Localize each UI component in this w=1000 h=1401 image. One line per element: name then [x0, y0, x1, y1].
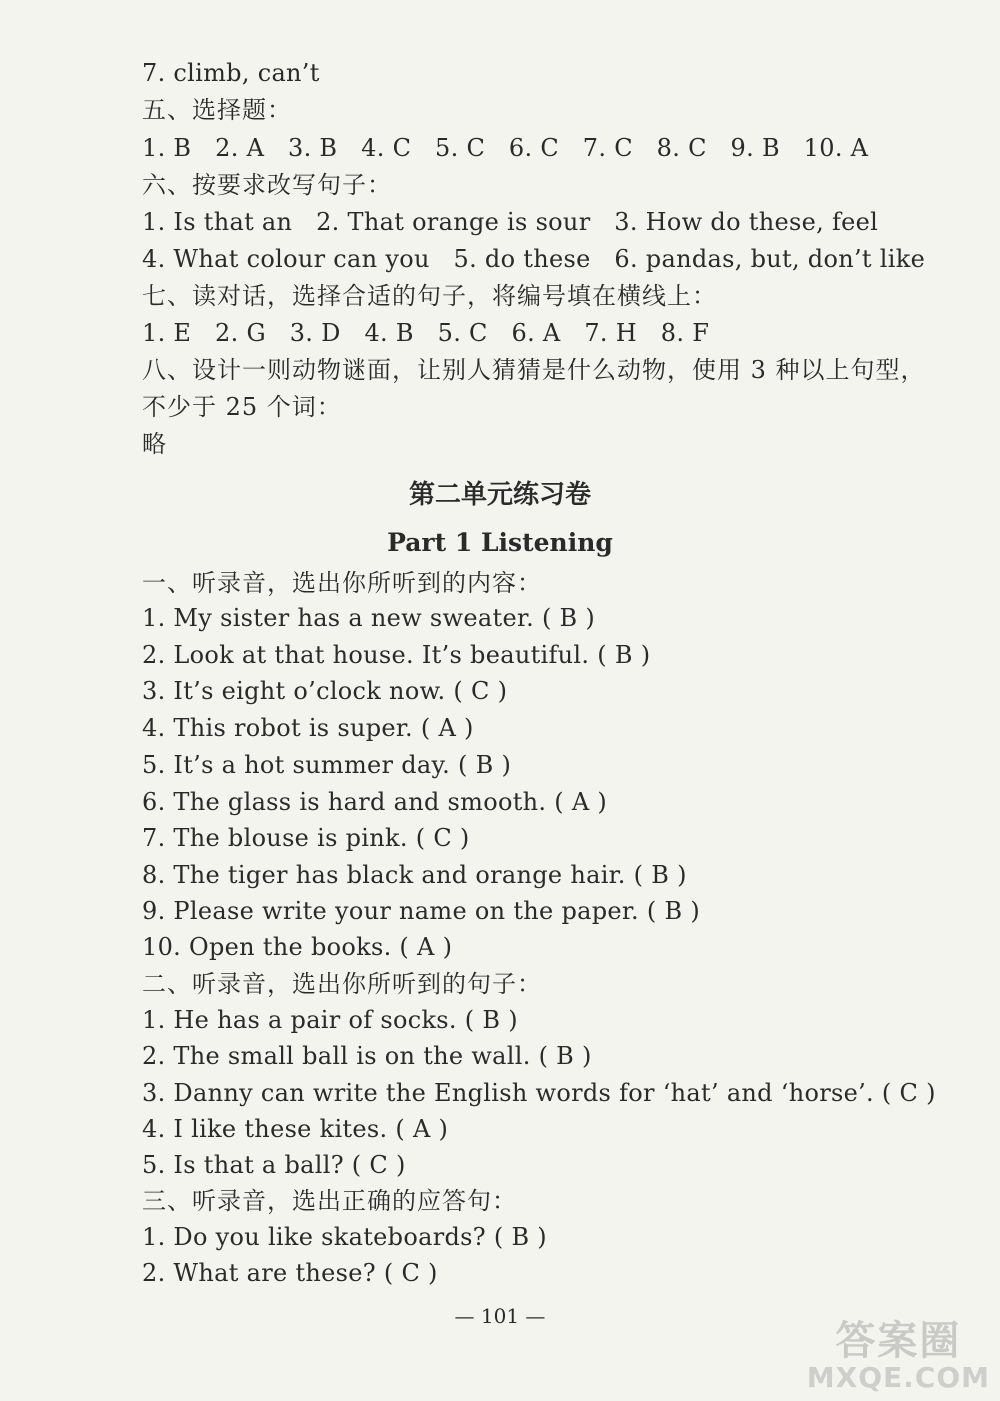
- answer-line: 3. Danny can write the English words for ‘hat’ and ‘horse’. ( C ): [142, 1079, 936, 1107]
- section-heading: 八、设计一则动物谜面，让别人猜猜是什么动物，使用 3 种以上句型，: [142, 356, 926, 384]
- answer-line: 2. The small ball is on the wall. ( B ): [142, 1042, 592, 1070]
- section-heading: 三、听录音，选出正确的应答句：: [142, 1187, 517, 1215]
- answer-line: 1. He has a pair of socks. ( B ): [142, 1006, 518, 1034]
- page-number: — 101 —: [454, 1304, 546, 1328]
- answer-line: 1. B 2. A 3. B 4. C 5. C 6. C 7. C 8. C 9. B 10. A: [142, 134, 869, 162]
- answer-line: 7. The blouse is pink. ( C ): [142, 824, 470, 852]
- section-heading: 一、听录音，选出你所听到的内容：: [142, 569, 542, 597]
- answer-line: 10. Open the books. ( A ): [142, 933, 453, 961]
- answer-line: 7. climb, can’t: [142, 59, 320, 87]
- answer-line: 1. Is that an 2. That orange is sour 3. How do these, feel: [142, 208, 879, 236]
- answer-line: 2. What are these? ( C ): [142, 1259, 438, 1287]
- answer-line: 2. Look at that house. It’s beautiful. ( B ): [142, 641, 651, 669]
- part-title: Part 1 Listening: [387, 528, 613, 557]
- answer-line: 1. E 2. G 3. D 4. B 5. C 6. A 7. H 8. F: [142, 319, 710, 347]
- answer-line: 5. It’s a hot summer day. ( B ): [142, 751, 512, 779]
- section-heading: 二、听录音，选出你所听到的句子：: [142, 970, 542, 998]
- answer-line: 5. Is that a ball? ( C ): [142, 1151, 406, 1179]
- answer-line: 4. This robot is super. ( A ): [142, 714, 474, 742]
- watermark-site-text: MXQE.COM: [806, 1361, 990, 1394]
- watermark: [807, 1319, 990, 1393]
- section-heading-continued: 不少于 25 个词：: [142, 393, 342, 421]
- answer-line: 略: [142, 430, 167, 458]
- answer-line: 4. I like these kites. ( A ): [142, 1115, 449, 1143]
- answer-line: 1. Do you like skateboards? ( B ): [142, 1223, 547, 1251]
- watermark-logo-text: 答案圈: [835, 1318, 962, 1364]
- answer-line: 4. What colour can you 5. do these 6. pandas, but, don’t like: [142, 245, 926, 273]
- section-heading: 六、按要求改写句子：: [142, 171, 392, 199]
- answer-line: 8. The tiger has black and orange hair. ( B ): [142, 861, 687, 889]
- answer-line: 1. My sister has a new sweater. ( B ): [142, 604, 596, 632]
- unit-title: 第二单元练习卷: [408, 480, 591, 510]
- section-heading: 七、读对话，选择合适的句子，将编号填在横线上：: [142, 282, 717, 310]
- section-heading: 五、选择题：: [142, 96, 292, 124]
- answer-line: 3. It’s eight o’clock now. ( C ): [142, 677, 508, 705]
- answer-line: 6. The glass is hard and smooth. ( A ): [142, 788, 608, 816]
- answer-line: 9. Please write your name on the paper. ( B ): [142, 897, 701, 925]
